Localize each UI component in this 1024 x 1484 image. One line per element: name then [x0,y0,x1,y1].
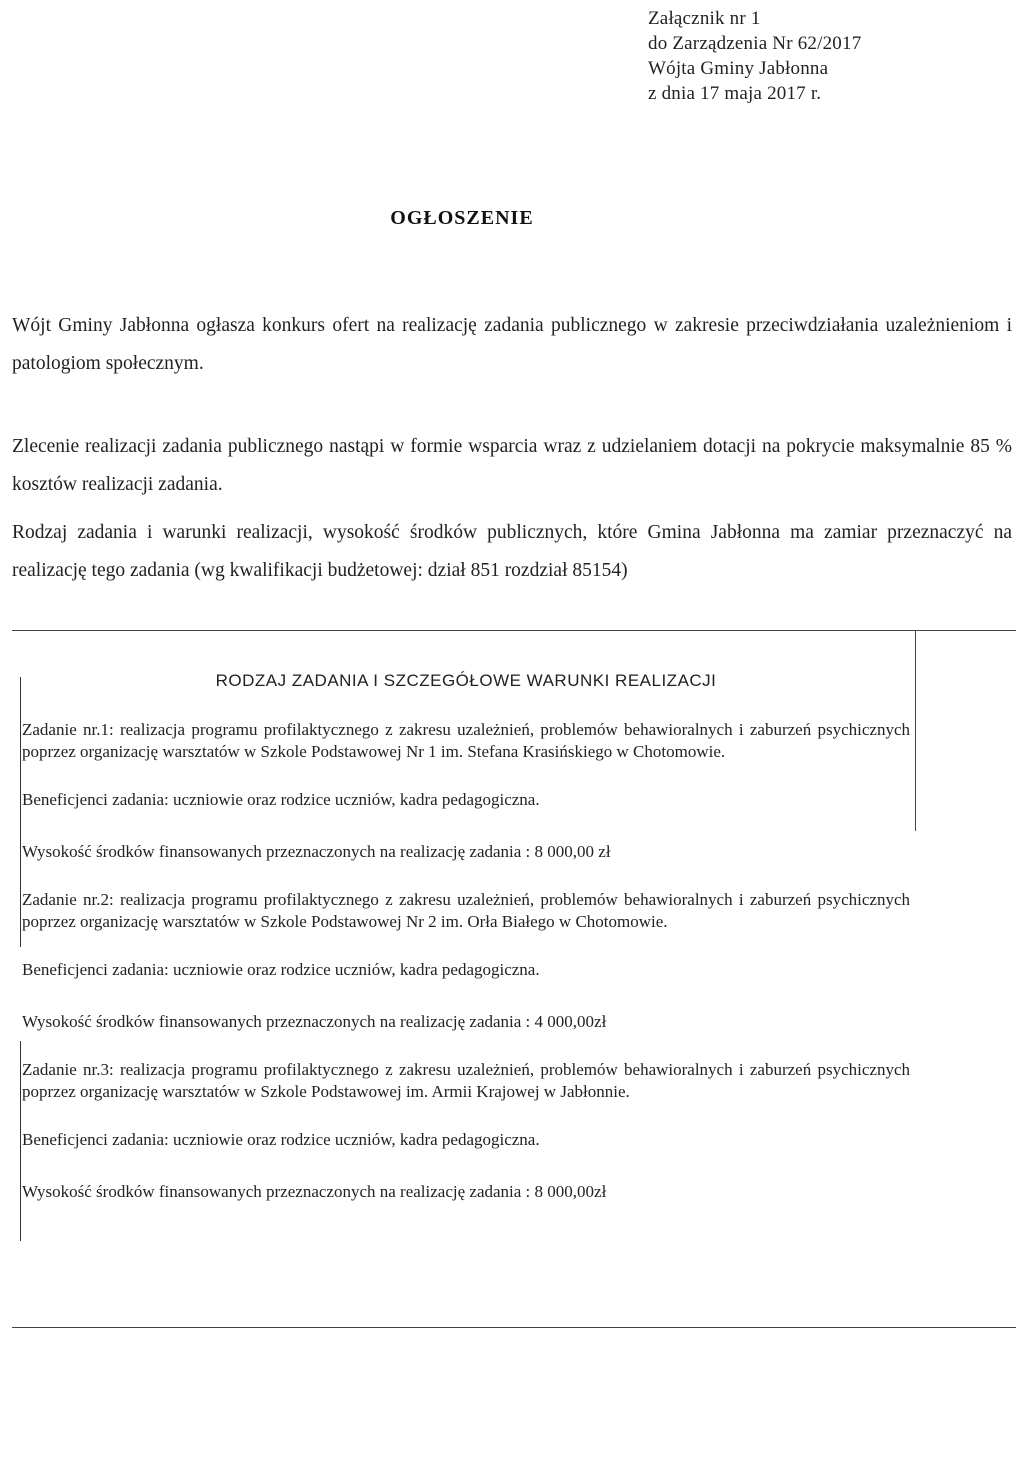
paragraph-task-type: Rodzaj zadania i warunki realizacji, wysokość środków publicznych, które Gmina Jabłonna ma zamiar przeznaczyć na realizację tego zadania (wg kwalifikacji budżetowej: dział 851 rozdział 85154) [12,522,1012,581]
annex-line: do Zarządzenia Nr 62/2017 [648,33,862,54]
box-title: RODZAJ ZADANIA I SZCZEGÓŁOWE WARUNKI REALIZACJI [215,671,717,690]
task-3-description: Zadanie nr.3: realizacja programu profilaktycznego z zakresu uzależnień, problemów behawioralnych i zaburzeń psychicznych poprzez organizację warsztatów w Szkole Podstawowej im. Armii Krajowej w Jabłonnie. [22,1060,910,1101]
box-content [22,671,910,1229]
annex-line: Załącznik nr 1 [648,8,761,29]
task-2-amount: Wysokość środków finansowanych przeznaczonych na realizację zadania : 4 000,00zł [22,1012,607,1031]
task-3-beneficiaries: Beneficjenci zadania: uczniowie oraz rodzice uczniów, kadra pedagogiczna. [22,1130,540,1149]
paragraph-announcement: Wójt Gminy Jabłonna ogłasza konkurs ofert na realizację zadania publicznego w zakresie przeciwdziałania uzależnieniom i patologiom społecznym. [12,315,1012,374]
box-border-line [915,631,916,831]
box-border-line [20,1041,21,1241]
task-2-beneficiaries: Beneficjenci zadania: uczniowie oraz rodzice uczniów, kadra pedagogiczna. [22,960,540,979]
annex-line: Wójta Gminy Jabłonna [648,58,829,79]
annex-line: z dnia 17 maja 2017 r. [648,83,822,104]
document-title: OGŁOSZENIE [390,207,534,229]
task-1-amount: Wysokość środków finansowanych przeznaczonych na realizację zadania : 8 000,00 zł [22,842,611,861]
annex-header [648,6,1008,106]
task-2-description: Zadanie nr.2: realizacja programu profilaktycznego z zakresu uzależnień, problemów behawioralnych i zaburzeń psychicznych poprzez organizację warsztatów w Szkole Podstawowej Nr 2 im. Orła Białego w Chotomowie. [22,890,910,931]
task-1-description: Zadanie nr.1: realizacja programu profilaktycznego z zakresu uzależnień, problemów behawioralnych i zaburzeń psychicznych poprzez organizację warsztatów w Szkole Podstawowej Nr 1 im. Stefana Krasińskiego w Chotomowie. [22,720,910,761]
task-3-amount: Wysokość środków finansowanych przeznaczonych na realizację zadania : 8 000,00zł [22,1182,607,1201]
task-details-box [12,630,1016,1328]
paragraph-commission: Zlecenie realizacji zadania publicznego nastąpi w formie wsparcia wraz z udzielaniem dotacji na pokrycie maksymalnie 85 % kosztów realizacji zadania. [12,436,1012,495]
task-1-beneficiaries: Beneficjenci zadania: uczniowie oraz rodzice uczniów, kadra pedagogiczna. [22,790,540,809]
box-border-line [20,677,21,947]
